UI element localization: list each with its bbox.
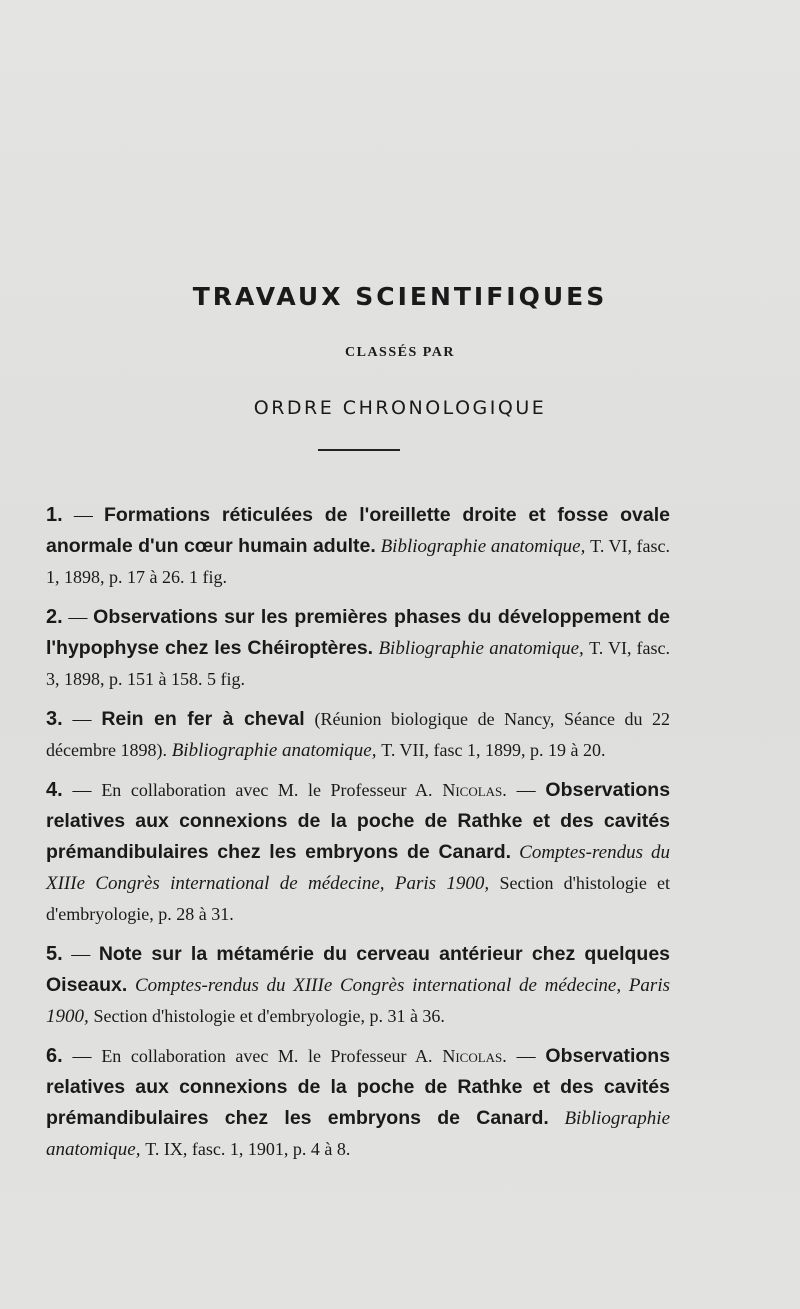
subtitle-ordre-chronologique: ORDRE CHRONOLOGIQUE (253, 397, 547, 419)
entry-3 (46, 704, 670, 766)
entry-number: 2. (46, 606, 63, 628)
divider-rule (318, 449, 400, 451)
entry-title: Observations sur les premières phases du développement de l'hypophyse chez les Chéiroptères. (46, 606, 671, 659)
entry-dash: — (72, 709, 92, 730)
entry-dash: — (73, 505, 93, 526)
entry-dash: — (72, 780, 92, 801)
entry-journal: Comptes-rendus du XIIIe Congrès international de médecine, Paris 1900, (46, 975, 670, 1027)
entries-list (46, 500, 670, 1174)
entry-details: T. VII, fasc 1, 1899, p. 19 à 20. (381, 740, 606, 760)
entry-number: 3. (46, 708, 63, 730)
entry-dash-2: — (516, 780, 536, 801)
entry-number: 6. (46, 1045, 63, 1067)
entry-journal: Bibliographie anatomique, (46, 1108, 671, 1160)
entry-dash: — (72, 1046, 92, 1067)
entry-details: Section d'histologie et d'embryologie, p. 31 à 36. (93, 1006, 445, 1026)
entry-collab: En collaboration avec M. le Professeur A. (101, 1046, 433, 1066)
entry-5 (46, 939, 670, 1032)
entry-title: Note sur la métamérie du cerveau antérieur chez quelques Oiseaux. (46, 943, 671, 996)
entry-6 (46, 1041, 670, 1165)
entry-dash: — (68, 607, 88, 628)
entry-number: 4. (46, 779, 63, 801)
entry-number: 1. (46, 504, 63, 526)
entry-4 (46, 775, 670, 930)
entry-details: T. IX, fasc. 1, 1901, p. 4 à 8. (145, 1139, 351, 1159)
entry-dash: — (71, 944, 91, 965)
entry-journal: Bibliographie anatomique, (171, 740, 377, 761)
entry-journal: Comptes-rendus du XIIIe Congrès international de médecine, Paris 1900, (46, 842, 671, 894)
entry-title: Rein en fer à cheval (101, 708, 305, 730)
entry-note: (Réunion biologique de Nancy, Séance du 22 décembre 1898). (46, 709, 671, 760)
entry-title: Observations relatives aux connexions de la poche de Rathke et des cavités prémandibulaires chez les embryons de Canard. (46, 779, 671, 863)
entry-2 (46, 602, 670, 695)
entry-1 (46, 500, 670, 593)
entry-journal: Bibliographie anatomique, (378, 638, 584, 659)
page-title: TRAVAUX SCIENTIFIQUES (192, 282, 608, 311)
entry-number: 5. (46, 943, 63, 965)
entry-details: Section d'histologie et d'embryologie, p. 28 à 31. (46, 873, 670, 924)
entry-collab-name: Nicolas. (442, 780, 507, 800)
subtitle-classes-par: CLASSÉS PAR (345, 345, 455, 360)
entry-journal: Bibliographie anatomique, (380, 536, 586, 557)
entry-title: Formations réticulées de l'oreillette droite et fosse ovale anormale d'un cœur humain adulte. (46, 504, 671, 557)
entry-collab: En collaboration avec M. le Professeur A. (101, 780, 433, 800)
entry-title: Observations relatives aux connexions de la poche de Rathke et des cavités prémandibulaires chez les embryons de Canard. (46, 1045, 671, 1129)
entry-dash-2: — (516, 1046, 536, 1067)
entry-details: T. VI, fasc. 3, 1898, p. 151 à 158. 5 fig. (46, 638, 671, 689)
entry-collab-name: Nicolas. (442, 1046, 507, 1066)
entry-details: T. VI, fasc. 1, 1898, p. 17 à 26. 1 fig. (46, 536, 671, 587)
